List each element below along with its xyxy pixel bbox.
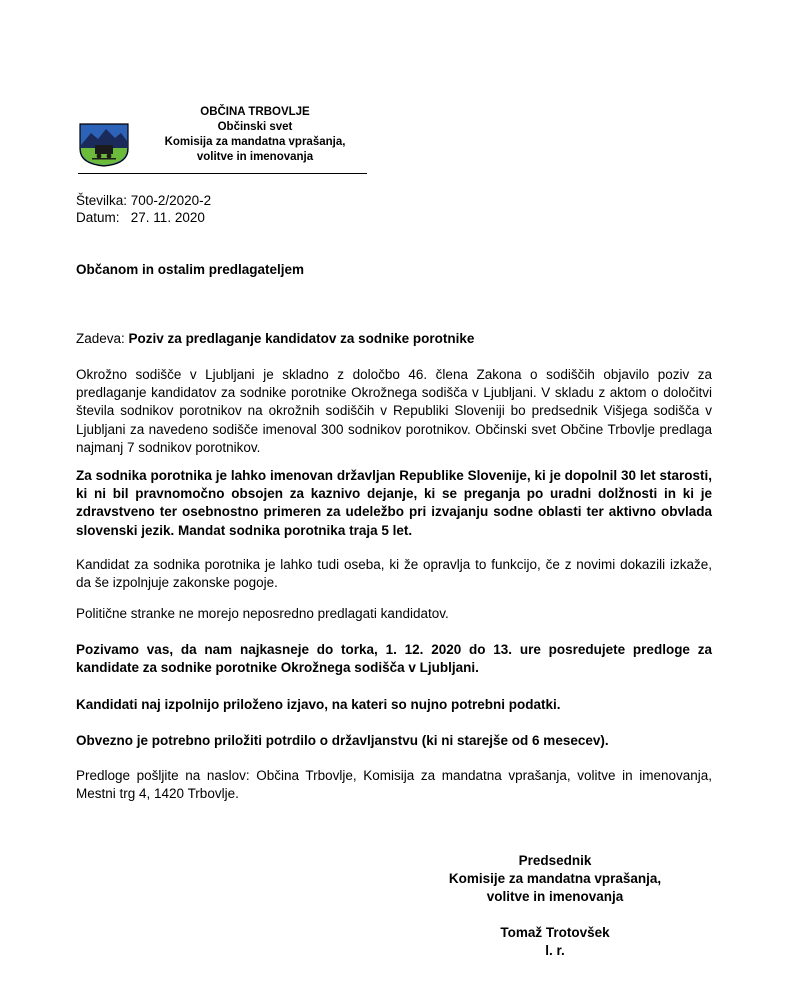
trbovlje-coat-of-arms-icon <box>78 123 130 167</box>
commission-name-line2: volitve in imenovanja <box>196 151 314 163</box>
subject-text: Poziv za predlaganje kandidatov za sodnike porotnike <box>128 331 475 346</box>
signatory-suffix: l. r. <box>545 943 565 958</box>
signatory-name: Tomaž Trotovšek <box>500 925 610 940</box>
subject-label: Zadeva: <box>76 331 125 346</box>
addressee: Občanom in ostalim predlagateljem <box>76 262 305 277</box>
municipality-name: OBČINA TRBOVLJE <box>200 106 310 118</box>
header-divider <box>78 173 367 174</box>
commission-name-line1: Komisija za mandatna vprašanja, <box>164 136 346 148</box>
paragraph-address: Predloge pošljite na naslov: Občina Trbovlje, Komisija za mandatna vprašanja, volitve in imenovanja, Mestni trg 4, 1420 Trbovlje. <box>76 768 712 802</box>
signatory <box>430 924 680 960</box>
signature-title: Predsednik <box>518 853 592 868</box>
signature-commission-line1: Komisije za mandatna vprašanja, <box>448 871 662 886</box>
paragraph-deadline: Pozivamo vas, da nam najkasneje do torka, 1. 12. 2020 do 13. ure posredujete predloge za kandidate za sodnike porotnike Okrožnega sodišča v Ljubljani. <box>76 642 712 676</box>
paragraph-intro: Okrožno sodišče v Ljubljani je skladno z določbo 46. člena Zakona o sodiščih objavilo poziv za predlaganje kandidatov za sodnike porotnike Okrožnega sodišča v Ljubljani. V skladu z aktom o določitvi števila sodnikov porotnikov na okrožnih sodiščih v Republiki Sloveniji bo predsednik Višjega sodišča v Ljubljani za navedeno sodišče imenoval 300 sodnikov porotnikov. Občinski svet Občine Trbovlje predlaga najmanj 7 sodnikov porotnikov. <box>76 367 712 455</box>
paragraph-citizenship: Obvezno je potrebno priložiti potrdilo o državljanstvu (ki ni starejše od 6 mesecev). <box>76 733 609 748</box>
number-value: 700-2/2020-2 <box>130 193 212 208</box>
document-date <box>76 209 205 226</box>
number-label: Številka: <box>76 193 128 208</box>
signature-commission-line2: volitve in imenovanja <box>486 889 624 904</box>
council-name: Občinski svet <box>217 121 293 133</box>
signature-block <box>430 852 680 906</box>
subject-line <box>76 331 474 346</box>
paragraph-existing-judges: Kandidat za sodnika porotnika je lahko tudi oseba, ki že opravlja to funkcijo, če z novimi dokazili izkaže, da še izpolnjuje zakonske pogoje. <box>76 557 712 591</box>
date-label: Datum: <box>76 210 120 225</box>
paragraph-parties: Politične stranke ne morejo neposredno predlagati kandidatov. <box>76 606 449 621</box>
paragraph-statement: Kandidati naj izpolnijo priloženo izjavo, na kateri so nujno potrebni podatki. <box>76 697 561 712</box>
date-value: 27. 11. 2020 <box>130 210 205 225</box>
document-number <box>76 192 211 209</box>
letterhead <box>150 105 360 165</box>
paragraph-eligibility: Za sodnika porotnika je lahko imenovan državljan Republike Slovenije, ki je dopolnil 30 let starosti, ki ni bil pravnomočno obsojen za kaznivo dejanje, ki se preganja po uradni dolžnosti in ki je zdravstveno ter osebnostno primeren za udeležbo pri izvajanju sodne oblasti ter aktivno obvlada slovenski jezik. Mandat sodnika porotnika traja 5 let. <box>76 468 712 538</box>
